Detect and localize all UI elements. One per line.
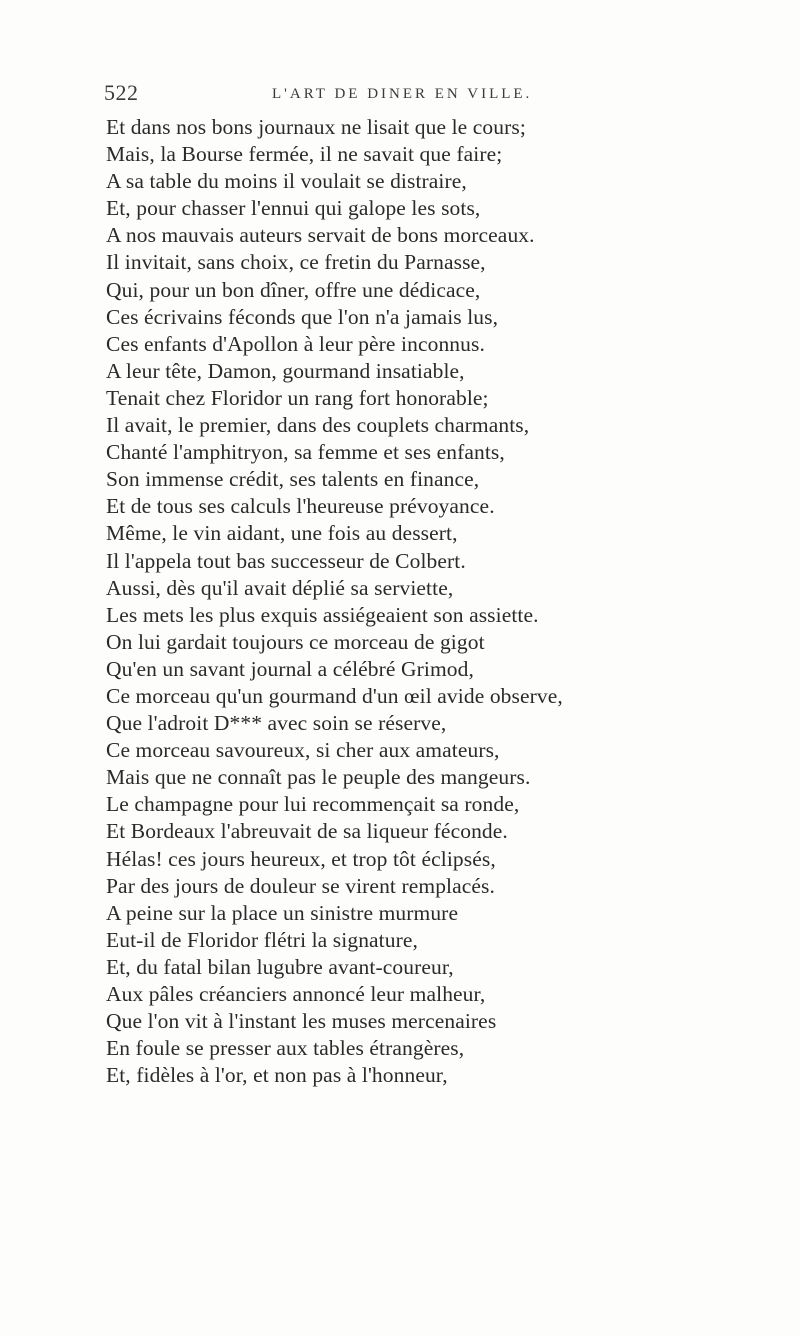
verse-line: Il avait, le premier, dans des couplets charmants, bbox=[106, 413, 530, 438]
verse-line: Chanté l'amphitryon, sa femme et ses enfants, bbox=[106, 440, 505, 465]
verse-line: Hélas! ces jours heureux, et trop tôt éclipsés, bbox=[106, 846, 496, 871]
verse-line: Il invitait, sans choix, ce fretin du Parnasse, bbox=[106, 250, 486, 275]
verse-line: Tenait chez Floridor un rang fort honorable; bbox=[106, 385, 489, 410]
verse-line: A nos mauvais auteurs servait de bons morceaux. bbox=[106, 223, 535, 248]
verse-line: Eut-il de Floridor flétri la signature, bbox=[106, 927, 418, 952]
verse-line: En foule se presser aux tables étrangères, bbox=[106, 1036, 465, 1061]
verse-line: Et Bordeaux l'abreuvait de sa liqueur féconde. bbox=[106, 819, 508, 844]
verse-line: Il l'appela tout bas successeur de Colbert. bbox=[106, 548, 466, 573]
page-number: 522 bbox=[104, 80, 139, 105]
verse-line: Ce morceau savoureux, si cher aux amateurs, bbox=[106, 738, 500, 763]
page-header bbox=[104, 80, 644, 110]
verse-line: On lui gardait toujours ce morceau de gigot bbox=[106, 629, 485, 654]
verse-line: Et, pour chasser l'ennui qui galope les sots, bbox=[106, 196, 481, 221]
verse-line: Et, du fatal bilan lugubre avant-coureur, bbox=[106, 954, 454, 979]
verse-line: Qu'en un savant journal a célébré Grimod, bbox=[106, 656, 474, 681]
verse-line: Et, fidèles à l'or, et non pas à l'honneur, bbox=[106, 1063, 448, 1088]
verse-line: Le champagne pour lui recommençait sa ronde, bbox=[106, 792, 520, 817]
verse-line: Mais, la Bourse fermée, il ne savait que faire; bbox=[106, 142, 503, 167]
running-title: L'ART DE DINER EN VILLE. bbox=[272, 86, 533, 102]
verse-line: Que l'adroit D*** avec soin se réserve, bbox=[106, 711, 447, 736]
verse-line: Et dans nos bons journaux ne lisait que le cours; bbox=[106, 115, 526, 139]
verse-line: Que l'on vit à l'instant les muses mercenaires bbox=[106, 1009, 497, 1034]
verse-line: A leur tête, Damon, gourmand insatiable, bbox=[106, 358, 465, 383]
verse-line: Ces écrivains féconds que l'on n'a jamais lus, bbox=[106, 304, 499, 329]
verse-line: A sa table du moins il voulait se distraire, bbox=[106, 169, 467, 194]
verse-line: Son immense crédit, ses talents en finance, bbox=[106, 467, 480, 492]
verse-line: Les mets les plus exquis assiégeaient son assiette. bbox=[106, 602, 539, 627]
verse-line: Par des jours de douleur se virent remplacés. bbox=[106, 873, 495, 898]
poem-text bbox=[106, 114, 746, 1089]
verse-line: Même, le vin aidant, une fois au dessert, bbox=[106, 521, 458, 546]
verse-line: Et de tous ses calculs l'heureuse prévoyance. bbox=[106, 494, 495, 519]
verse-line: A peine sur la place un sinistre murmure bbox=[106, 900, 459, 925]
verse-line: Qui, pour un bon dîner, offre une dédicace, bbox=[106, 277, 481, 302]
verse-line: Mais que ne connaît pas le peuple des mangeurs. bbox=[106, 765, 531, 790]
verse-line: Aussi, dès qu'il avait déplié sa serviette, bbox=[106, 575, 454, 600]
verse-line: Aux pâles créanciers annoncé leur malheur, bbox=[106, 982, 486, 1006]
verse-line: Ces enfants d'Apollon à leur père inconnus. bbox=[106, 331, 485, 356]
verse-line: Ce morceau qu'un gourmand d'un œil avide observe, bbox=[106, 683, 563, 708]
